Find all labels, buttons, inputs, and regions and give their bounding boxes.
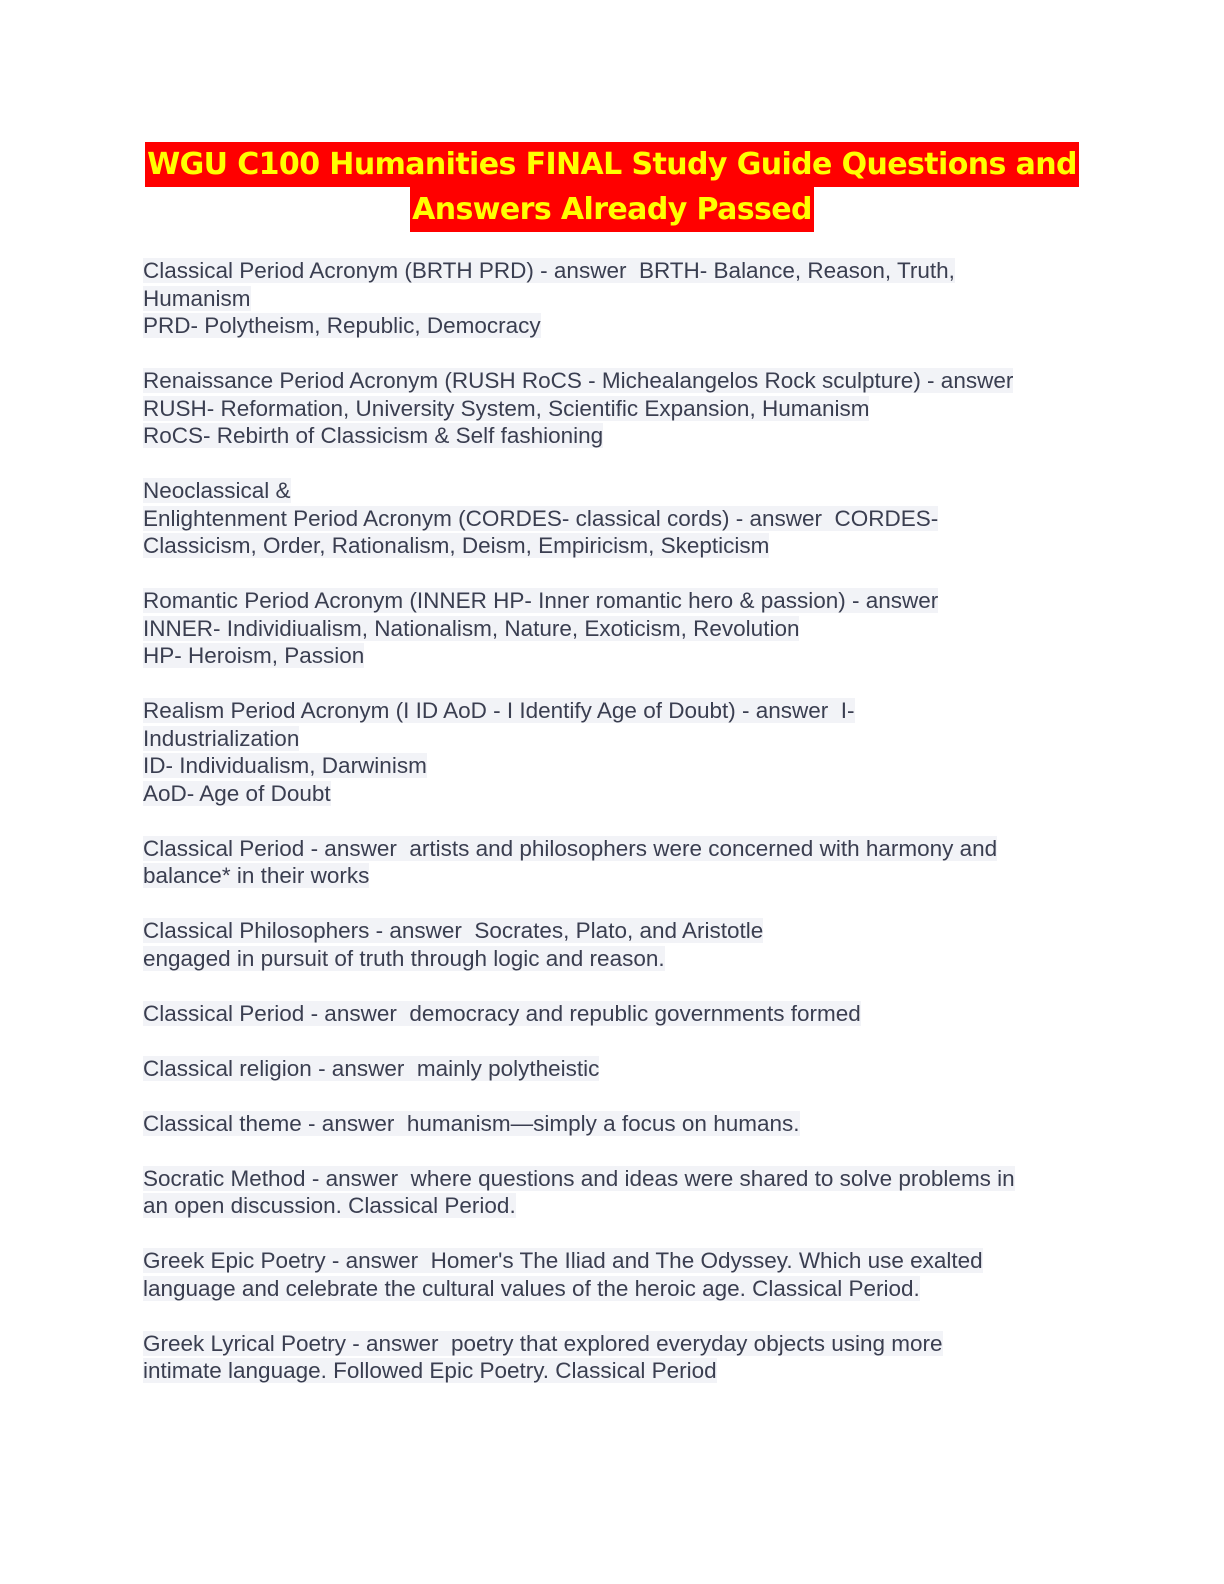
entry-text-line: Socratic Method - answer where questions and ideas were shared to solve problems in [143, 1165, 1015, 1191]
entry-text-line: engaged in pursuit of truth through logic and reason. [143, 945, 665, 971]
document-title [0, 142, 1224, 232]
entry-text-line: Classical Philosophers - answer Socrates, Plato, and Aristotle [143, 918, 764, 943]
title-line: WGU C100 Humanities FINAL Study Guide Questions and [145, 142, 1079, 187]
entry-text-line: Greek Epic Poetry - answer Homer's The Iliad and The Odyssey. Which use exalted [143, 1248, 983, 1273]
flashcard-entry [143, 1055, 1083, 1083]
flashcard-entry [143, 1165, 1083, 1220]
entry-text-line: Renaissance Period Acronym (RUSH RoCS - Michealangelos Rock sculpture) - answer [143, 368, 1014, 393]
flashcard-entry [143, 1247, 1083, 1302]
entry-text-line: language and celebrate the cultural values of the heroic age. Classical Period. [143, 1275, 920, 1301]
entry-text-line: PRD- Polytheism, Republic, Democracy [143, 313, 541, 338]
entry-text-line: intimate language. Followed Epic Poetry. Classical Period [143, 1358, 717, 1383]
entry-text-line: Humanism [143, 285, 251, 311]
entry-text-line: Realism Period Acronym (I ID AoD - I Identify Age of Doubt) - answer I- [143, 698, 855, 723]
flashcard-entry [143, 1110, 1083, 1138]
entry-text-line: balance* in their works [143, 863, 370, 888]
title-line: Answers Already Passed [410, 187, 814, 232]
flashcard-entry [143, 477, 1083, 560]
flashcard-entry [143, 1330, 1083, 1385]
entry-text-line: Classical theme - answer humanism—simply a focus on humans. [143, 1110, 800, 1136]
entry-text-line: RoCS- Rebirth of Classicism & Self fashioning [143, 423, 604, 448]
entry-text-line: AoD- Age of Doubt [143, 780, 331, 806]
flashcard-entry [143, 367, 1083, 450]
entry-text-line: Industrialization [143, 725, 300, 751]
entry-text-line: an open discussion. Classical Period. [143, 1193, 516, 1218]
entry-text-line: INNER- Individiualism, Nationalism, Nature, Exoticism, Revolution [143, 615, 800, 641]
entry-text-line: RUSH- Reformation, University System, Scientific Expansion, Humanism [143, 395, 870, 421]
entry-text-line: Classicism, Order, Rationalism, Deism, Empiricism, Skepticism [143, 533, 770, 558]
entry-text-line: ID- Individualism, Darwinism [143, 753, 427, 778]
entry-text-line: HP- Heroism, Passion [143, 643, 365, 668]
flashcard-entry [143, 1000, 1083, 1028]
flashcard-entry [143, 257, 1083, 340]
entry-text-line: Classical Period - answer artists and philosophers were concerned with harmony and [143, 835, 998, 861]
flashcard-entry [143, 835, 1083, 890]
entry-text-line: Greek Lyrical Poetry - answer poetry that explored everyday objects using more [143, 1330, 943, 1356]
entry-text-line: Classical Period Acronym (BRTH PRD) - answer BRTH- Balance, Reason, Truth, [143, 258, 955, 283]
entry-text-line: Enlightenment Period Acronym (CORDES- classical cords) - answer CORDES- [143, 505, 939, 531]
entry-text-line: Neoclassical & [143, 478, 291, 503]
flashcard-entry [143, 917, 1083, 972]
entry-text-line: Classical religion - answer mainly polytheistic [143, 1055, 600, 1081]
entry-text-line: Classical Period - answer democracy and republic governments formed [143, 1000, 861, 1026]
entry-text-line: Romantic Period Acronym (INNER HP- Inner romantic hero & passion) - answer [143, 588, 939, 613]
flashcard-list [143, 257, 1083, 1412]
flashcard-entry [143, 697, 1083, 807]
flashcard-entry [143, 587, 1083, 670]
